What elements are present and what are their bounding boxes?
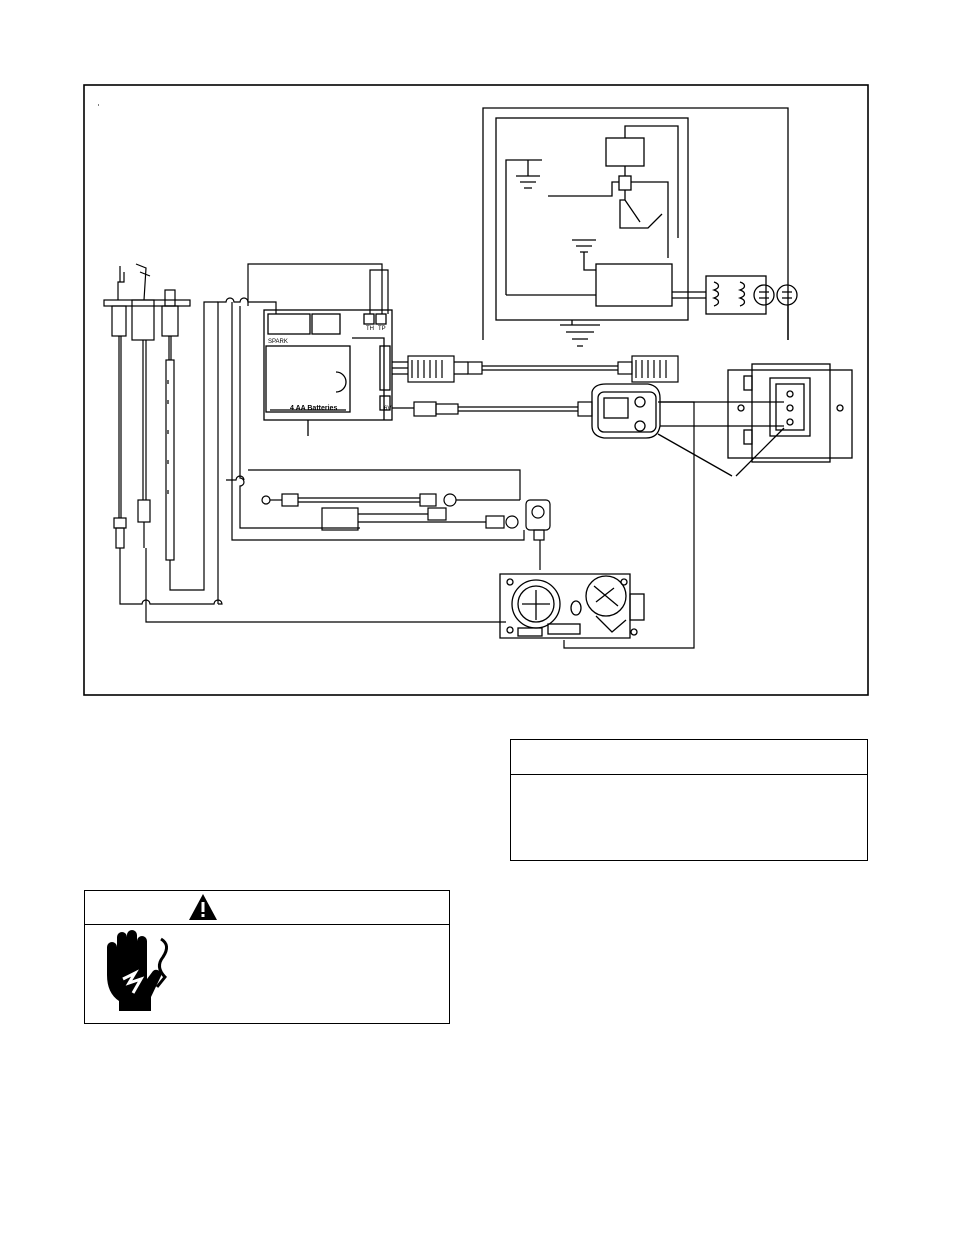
- wiring-harness: [392, 356, 678, 416]
- pilot-assembly: [104, 264, 218, 590]
- info-box: [510, 739, 868, 861]
- th-label: TH: [366, 326, 374, 332]
- gas-valve: [500, 574, 644, 638]
- tp-label: TP: [378, 326, 386, 332]
- spark-label: SPARK: [268, 339, 288, 345]
- warning-triangle-icon: [187, 892, 219, 922]
- warning-box-divider: [85, 924, 449, 925]
- receiver: [592, 384, 660, 438]
- electric-shock-hand-icon: [99, 927, 179, 1013]
- rocker-switch-leads: [262, 494, 550, 540]
- house-wiring-panel: [483, 108, 797, 346]
- voltage-label: 6V: [384, 406, 392, 412]
- info-box-divider: [511, 774, 867, 775]
- warning-box: [84, 890, 450, 1024]
- wall-switch: [658, 364, 852, 476]
- battery-label: 4 AA Batteries: [290, 405, 338, 412]
- wire-runs: [120, 264, 694, 648]
